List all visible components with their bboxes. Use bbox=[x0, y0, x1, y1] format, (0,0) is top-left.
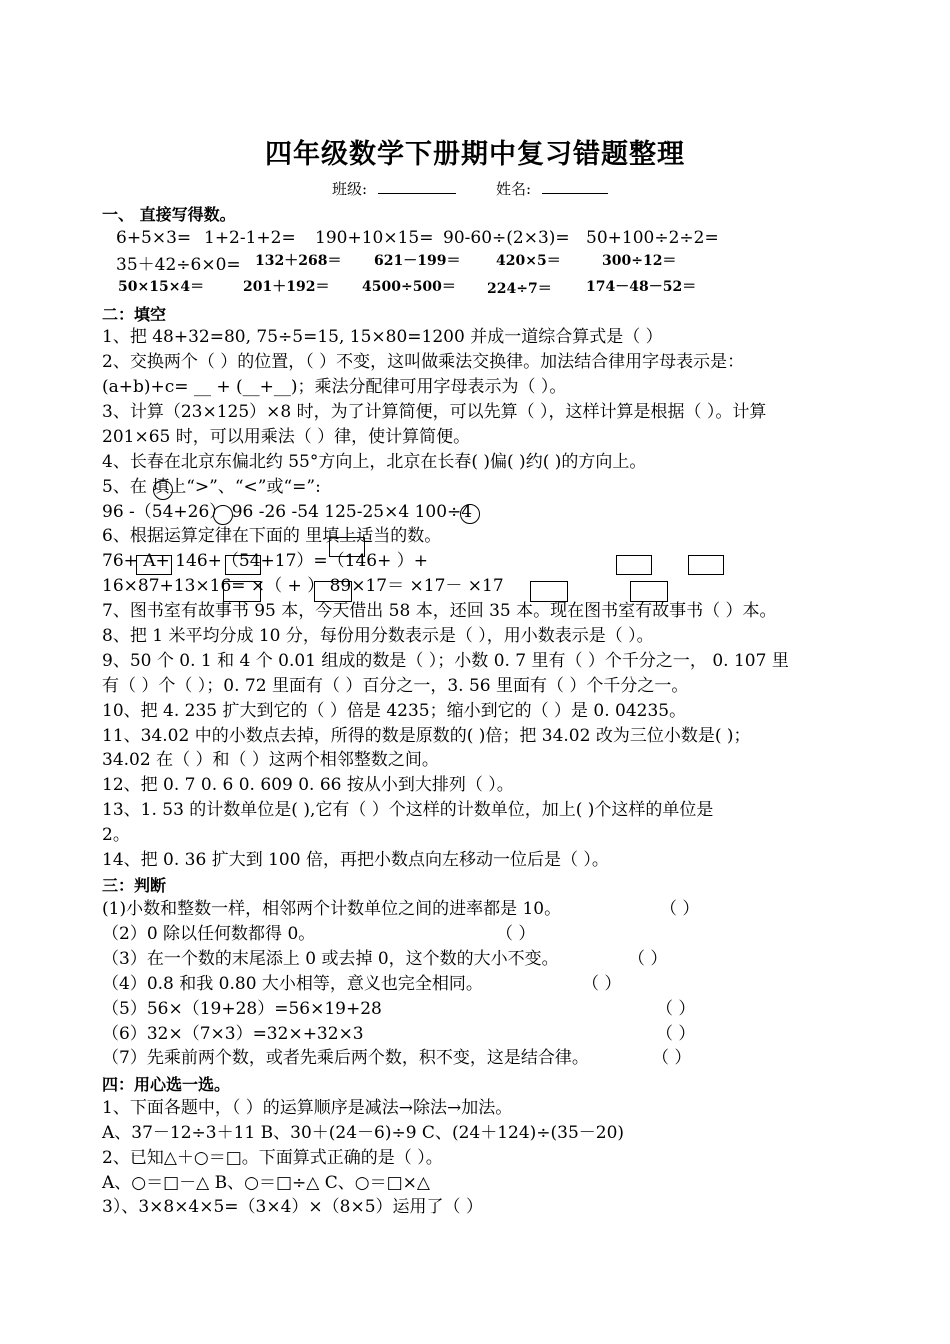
fill-line-14: 9、50 个 0. 1 和 4 个 0.01 组成的数是（ ）；小数 0. 7 里有（ ）个千分之一， 0. 107 里 bbox=[102, 651, 789, 671]
fill-line-22: 14、把 0. 36 扩大到 100 倍，再把小数点向左移动一位后是（ ）。 bbox=[102, 850, 609, 870]
judge-item-4: （4）0.8 和我 0.80 大小相等，意义也完全相同。 bbox=[102, 974, 483, 994]
calc-1-3: 190+10×15= bbox=[315, 228, 434, 248]
fill-line-18: 34.02 在（ ）和（ ）这两个相邻整数之间。 bbox=[102, 750, 439, 770]
calc-3-5: 174－48－52＝ bbox=[586, 279, 697, 295]
name-label-text: 姓名: bbox=[496, 180, 532, 198]
calc-3-3: 4500÷500＝ bbox=[362, 279, 456, 295]
class-label-text: 班级: bbox=[332, 180, 368, 198]
calc-2-3: 621－199＝ bbox=[374, 253, 461, 269]
judge-paren-1[interactable]: （ ） bbox=[660, 899, 700, 919]
judge-item-6: （6）32×（7×3）=32×+32×3 bbox=[102, 1024, 364, 1044]
choice-line-3: 2、已知△＋○＝□。下面算式正确的是（ ）。 bbox=[102, 1148, 443, 1168]
fill-line-10: 76+ A+ 146+（54+17）=（146+ ）+ bbox=[102, 551, 428, 571]
calc-2-5: 300÷12＝ bbox=[602, 253, 677, 269]
name-blank[interactable] bbox=[542, 179, 608, 194]
fill-line-8: 96 -（54+26） 96 -26 -54 125-25×4 100÷4 bbox=[102, 502, 473, 522]
fill-line-12: 7、图书室有故事书 95 本，今天借出 58 本，还回 35 本。现在图书室有故事书（ ）本。 bbox=[102, 601, 777, 621]
choice-line-4: A、○＝□－△ B、○＝□÷△ C、○＝□×△ bbox=[102, 1173, 430, 1193]
answer-box-2[interactable] bbox=[225, 555, 261, 575]
page-title: 四年级数学下册期中复习错题整理 bbox=[265, 139, 685, 170]
calc-1-5: 50+100÷2÷2= bbox=[586, 228, 719, 248]
judge-paren-7[interactable]: （ ） bbox=[652, 1048, 692, 1068]
choice-line-1: 1、下面各题中，（ ）的运算顺序是减法→除法→加法。 bbox=[102, 1098, 513, 1118]
fill-line-3: (a+b)+c= __ + (__+__)；乘法分配律可用字母表示为（ ）。 bbox=[102, 377, 567, 397]
fill-line-19: 12、把 0. 7 0. 6 0. 609 0. 66 按从小到大排列（ ）。 bbox=[102, 775, 514, 795]
fill-line-15: 有（ ）个（ ）；0. 72 里面有（ ）百分之一，3. 56 里面有（ ）个千分之一。 bbox=[102, 676, 689, 696]
judge-item-2: （2）0 除以任何数都得 0。 bbox=[102, 924, 316, 944]
class-blank[interactable] bbox=[378, 179, 456, 194]
calc-2-2: 132＋268＝ bbox=[255, 253, 342, 269]
calc-3-2: 201＋192＝ bbox=[243, 279, 330, 295]
fill-line-1: 1、把 48+32=80, 75÷5=15, 15×80=1200 并成一道综合算式是（ ） bbox=[102, 327, 663, 347]
judge-item-5: （5）56×（19+28）=56×19+28 bbox=[102, 999, 382, 1019]
compare-circle-2[interactable] bbox=[460, 504, 480, 524]
fill-line-17: 11、34.02 中的小数点去掉，所得的数是原数的( )倍；把 34.02 改为三位小数是( )； bbox=[102, 726, 751, 746]
judge-paren-6[interactable]: （ ） bbox=[656, 1024, 696, 1044]
calc-3-1: 50×15×4＝ bbox=[118, 279, 205, 295]
judge-item-3: （3）在一个数的末尾添上 0 或去掉 0，这个数的大小不变。 bbox=[102, 949, 559, 969]
fill-line-20: 13、1. 53 的计数单位是( ),它有（ ）个这样的计数单位，加上( )个这样的单位是 bbox=[102, 800, 714, 820]
calc-1-2: 1+2-1+2= bbox=[204, 228, 296, 248]
calc-2-4: 420×5＝ bbox=[496, 253, 561, 269]
fill-line-21: 2。 bbox=[102, 825, 130, 845]
judge-paren-5[interactable]: （ ） bbox=[656, 999, 696, 1019]
judge-paren-4[interactable]: （ ） bbox=[582, 974, 622, 994]
judge-paren-3[interactable]: （ ） bbox=[628, 949, 668, 969]
fill-line-2: 2、交换两个（ ）的位置，（ ）不变，这叫做乘法交换律。加法结合律用字母表示是： bbox=[102, 352, 745, 372]
answer-box-7[interactable] bbox=[530, 581, 568, 602]
judge-item-7: （7）先乘前两个数，或者先乘后两个数，积不变，这是结合律。 bbox=[102, 1048, 589, 1068]
calc-3-4: 224÷7＝ bbox=[487, 281, 552, 297]
section-3-heading: 三：判断 bbox=[102, 876, 167, 895]
section-4-heading: 四：用心选一选。 bbox=[102, 1075, 231, 1094]
fill-line-4: 3、计算（23×125）×8 时，为了计算简便，可以先算（ ），这样计算是根据（ ）。计算 bbox=[102, 402, 767, 422]
judge-item-1: (1)小数和整数一样，相邻两个计数单位之间的进率都是 10。 bbox=[102, 899, 562, 919]
name-label bbox=[496, 178, 608, 199]
class-label bbox=[332, 178, 456, 199]
fill-line-9: 6、根据运算定律在下面的 里填上适当的数。 bbox=[102, 526, 442, 546]
compare-circle-example[interactable] bbox=[153, 480, 173, 500]
calc-1-4: 90-60÷(2×3)= bbox=[443, 228, 570, 248]
choice-line-2: A、37－12÷3＋11 B、30＋(24－6)÷9 C、(24＋124)÷(35－20) bbox=[102, 1123, 625, 1143]
fill-line-13: 8、把 1 米平均分成 10 分，每份用分数表示是（ ），用小数表示是（ ）。 bbox=[102, 626, 654, 646]
calc-1-1: 6+5×3= bbox=[116, 228, 192, 248]
answer-box-1[interactable] bbox=[136, 555, 172, 575]
answer-box-4[interactable] bbox=[688, 555, 724, 575]
section-2-heading: 二：填空 bbox=[102, 305, 167, 324]
fill-line-7: 5、在 填上“>”、“<”或“=”: bbox=[102, 477, 321, 497]
section-1-heading: 一、 直接写得数。 bbox=[102, 205, 236, 224]
fill-line-11: 16×87+13×16= ×（ + ） 89×17＝ ×17－ ×17 bbox=[102, 576, 504, 596]
compare-circle-1[interactable] bbox=[213, 505, 233, 525]
judge-paren-2[interactable]: （ ） bbox=[496, 924, 536, 944]
answer-box-3[interactable] bbox=[616, 555, 652, 575]
answer-box-5[interactable] bbox=[223, 581, 261, 602]
fill-line-16: 10、把 4. 235 扩大到它的（ ）倍是 4235；缩小到它的（ ）是 0. 04235。 bbox=[102, 701, 687, 721]
answer-box-6[interactable] bbox=[314, 581, 352, 602]
fill-line-5: 201×65 时，可以用乘法（ ）律，使计算简便。 bbox=[102, 427, 471, 447]
choice-line-5: 3）、3×8×4×5=（3×4）×（8×5）运用了（ ） bbox=[102, 1197, 483, 1217]
calc-2-1: 35＋42÷6×0= bbox=[116, 255, 241, 275]
fill-line-6: 4、长春在北京东偏北约 55°方向上，北京在长春( )偏( )约( )的方向上。 bbox=[102, 452, 647, 472]
answer-box-example[interactable] bbox=[329, 537, 365, 557]
answer-box-8[interactable] bbox=[630, 581, 668, 602]
